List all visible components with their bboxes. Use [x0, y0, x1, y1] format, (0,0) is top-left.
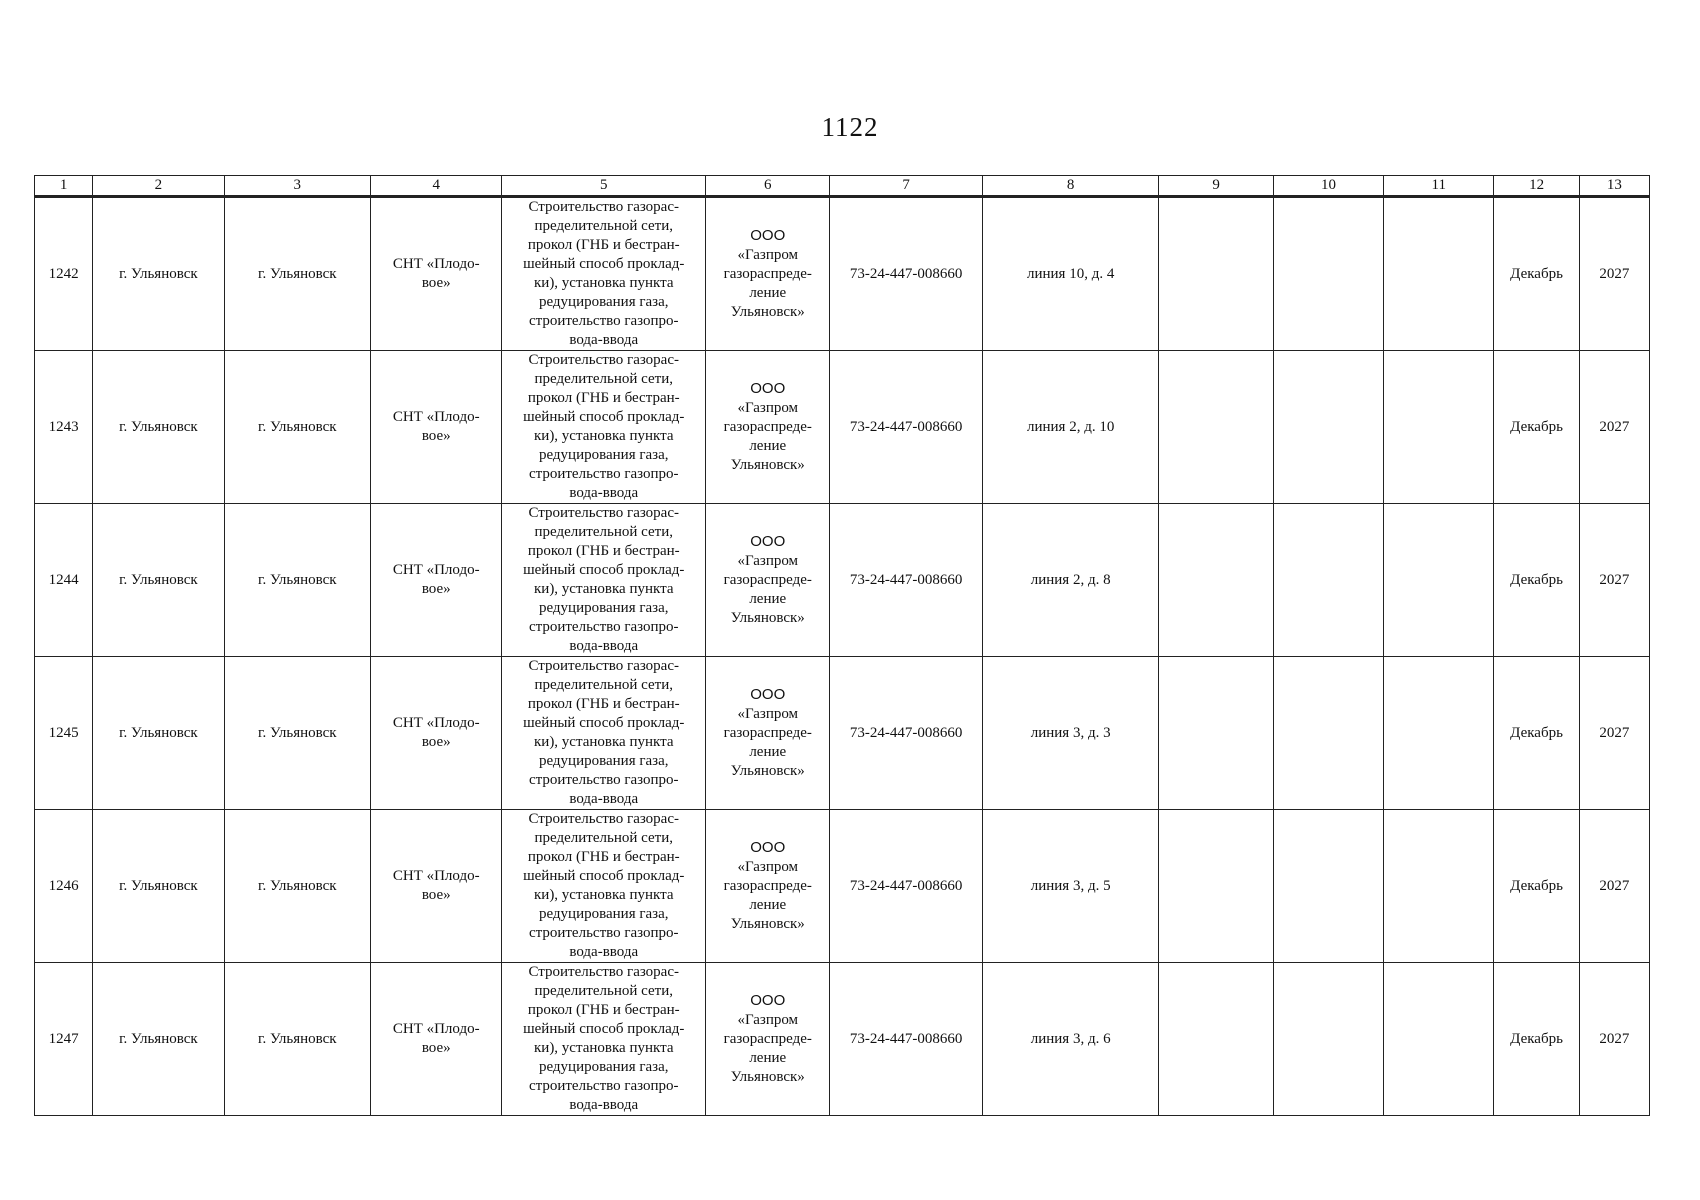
work-line: прокол (ГНБ и бестран-: [527, 696, 680, 712]
table-row: [35, 810, 1650, 963]
org-line: ление: [749, 438, 787, 454]
district-cell: г. Ульяновск: [93, 504, 224, 657]
month-cell: Декабрь: [1494, 504, 1579, 657]
work-line: Строительство газорас-: [528, 505, 679, 521]
district-cell: г. Ульяновск: [93, 963, 224, 1116]
year-cell: 2027: [1579, 963, 1649, 1116]
row-number: 1245: [35, 657, 93, 810]
work-line: строительство газопро-: [528, 925, 679, 941]
work-line: Строительство газорас-: [528, 352, 679, 368]
locality-cell: г. Ульяновск: [224, 504, 370, 657]
work-line: редуцирования газа,: [538, 447, 669, 463]
column-number: 7: [830, 176, 982, 197]
snt-line: вое»: [421, 887, 451, 903]
district-cell: г. Ульяновск: [93, 197, 224, 351]
column-number: 6: [706, 176, 830, 197]
work-line: шейный способ проклад-: [523, 562, 685, 578]
column-number-row: [35, 176, 1650, 197]
column-number: 4: [371, 176, 502, 197]
column-10-cell: [1273, 810, 1383, 963]
cadastral-code-cell: 73-24-447-008660: [830, 657, 982, 810]
address-cell: линия 3, д. 6: [982, 963, 1159, 1116]
work-description-cell: [502, 504, 706, 657]
column-number: 13: [1579, 176, 1649, 197]
column-number: 3: [224, 176, 370, 197]
snt-cell: [371, 351, 502, 504]
column-11-cell: [1384, 351, 1494, 504]
organization-cell: [706, 351, 830, 504]
work-line: прокол (ГНБ и бестран-: [527, 1002, 680, 1018]
snt-cell: [371, 504, 502, 657]
cadastral-code-cell: 73-24-447-008660: [830, 810, 982, 963]
column-10-cell: [1273, 963, 1383, 1116]
address-cell: линия 10, д. 4: [982, 197, 1159, 351]
month-cell: Декабрь: [1494, 963, 1579, 1116]
column-11-cell: [1384, 197, 1494, 351]
work-line: строительство газопро-: [528, 619, 679, 635]
org-line: ООО: [750, 839, 786, 856]
org-line: газораспреде-: [723, 1031, 812, 1047]
column-number: 9: [1159, 176, 1273, 197]
cadastral-code-cell: 73-24-447-008660: [830, 504, 982, 657]
district-cell: г. Ульяновск: [93, 657, 224, 810]
work-line: строительство газопро-: [528, 1078, 679, 1094]
snt-line: СНТ «Плодо-: [392, 256, 480, 272]
month-cell: Декабрь: [1494, 351, 1579, 504]
work-line: Строительство газорас-: [528, 199, 679, 215]
org-line: «Газпром: [737, 553, 799, 569]
column-number: 10: [1273, 176, 1383, 197]
org-line: ление: [749, 285, 787, 301]
snt-line: СНТ «Плодо-: [392, 868, 480, 884]
column-number: 1: [35, 176, 93, 197]
gasification-register-table: [34, 175, 1650, 1116]
table-row: [35, 657, 1650, 810]
organization-cell: [706, 810, 830, 963]
org-line: ООО: [750, 686, 786, 703]
snt-line: вое»: [421, 1040, 451, 1056]
work-line: пределительной сети,: [534, 677, 673, 693]
work-line: вода-ввода: [569, 1097, 639, 1113]
org-line: Ульяновск»: [730, 763, 805, 779]
snt-line: вое»: [421, 275, 451, 291]
work-line: ки), установка пункта: [534, 1040, 674, 1056]
district-cell: г. Ульяновск: [93, 810, 224, 963]
work-line: Строительство газорас-: [528, 811, 679, 827]
snt-line: СНТ «Плодо-: [392, 562, 480, 578]
organization-cell: [706, 963, 830, 1116]
locality-cell: г. Ульяновск: [224, 197, 370, 351]
row-number: 1247: [35, 963, 93, 1116]
work-line: прокол (ГНБ и бестран-: [527, 849, 680, 865]
snt-line: СНТ «Плодо-: [392, 409, 480, 425]
snt-line: СНТ «Плодо-: [392, 1021, 480, 1037]
work-description-cell: [502, 657, 706, 810]
table-row: [35, 197, 1650, 351]
work-line: ки), установка пункта: [534, 887, 674, 903]
org-line: «Газпром: [737, 247, 799, 263]
work-line: редуцирования газа,: [538, 294, 669, 310]
locality-cell: г. Ульяновск: [224, 963, 370, 1116]
work-line: шейный способ проклад-: [523, 256, 685, 272]
work-description-cell: [502, 197, 706, 351]
work-line: шейный способ проклад-: [523, 715, 685, 731]
work-line: пределительной сети,: [534, 830, 673, 846]
cadastral-code-cell: 73-24-447-008660: [830, 963, 982, 1116]
work-line: редуцирования газа,: [538, 906, 669, 922]
work-line: вода-ввода: [569, 791, 639, 807]
table-row: [35, 351, 1650, 504]
org-line: газораспреде-: [723, 419, 812, 435]
org-line: Ульяновск»: [730, 610, 805, 626]
org-line: «Газпром: [737, 1012, 799, 1028]
work-line: вода-ввода: [569, 332, 639, 348]
org-line: ООО: [750, 227, 786, 244]
org-line: Ульяновск»: [730, 304, 805, 320]
work-line: шейный способ проклад-: [523, 409, 685, 425]
column-number: 2: [93, 176, 224, 197]
column-number: 11: [1384, 176, 1494, 197]
organization-cell: [706, 197, 830, 351]
org-line: «Газпром: [737, 400, 799, 416]
org-line: ление: [749, 744, 787, 760]
work-description-cell: [502, 810, 706, 963]
cadastral-code-cell: 73-24-447-008660: [830, 351, 982, 504]
column-10-cell: [1273, 504, 1383, 657]
org-line: Ульяновск»: [730, 1069, 805, 1085]
address-cell: линия 3, д. 3: [982, 657, 1159, 810]
column-9-cell: [1159, 504, 1273, 657]
column-9-cell: [1159, 810, 1273, 963]
month-cell: Декабрь: [1494, 810, 1579, 963]
column-number: 8: [982, 176, 1159, 197]
org-line: Ульяновск»: [730, 916, 805, 932]
work-line: Строительство газорас-: [528, 658, 679, 674]
district-cell: г. Ульяновск: [93, 351, 224, 504]
work-line: редуцирования газа,: [538, 600, 669, 616]
work-line: прокол (ГНБ и бестран-: [527, 390, 680, 406]
table-row: [35, 963, 1650, 1116]
work-description-cell: [502, 351, 706, 504]
work-line: строительство газопро-: [528, 466, 679, 482]
row-number: 1246: [35, 810, 93, 963]
work-line: строительство газопро-: [528, 772, 679, 788]
org-line: ООО: [750, 533, 786, 550]
year-cell: 2027: [1579, 504, 1649, 657]
snt-line: вое»: [421, 734, 451, 750]
address-cell: линия 2, д. 10: [982, 351, 1159, 504]
org-line: Ульяновск»: [730, 457, 805, 473]
work-line: пределительной сети,: [534, 371, 673, 387]
org-line: ООО: [750, 992, 786, 1009]
snt-line: СНТ «Плодо-: [392, 715, 480, 731]
snt-cell: [371, 810, 502, 963]
org-line: ление: [749, 897, 787, 913]
work-description-cell: [502, 963, 706, 1116]
column-11-cell: [1384, 963, 1494, 1116]
locality-cell: г. Ульяновск: [224, 810, 370, 963]
column-11-cell: [1384, 504, 1494, 657]
column-number: 5: [502, 176, 706, 197]
row-number: 1244: [35, 504, 93, 657]
column-11-cell: [1384, 810, 1494, 963]
org-line: ление: [749, 1050, 787, 1066]
address-cell: линия 2, д. 8: [982, 504, 1159, 657]
locality-cell: г. Ульяновск: [224, 351, 370, 504]
column-9-cell: [1159, 963, 1273, 1116]
column-10-cell: [1273, 657, 1383, 810]
row-number: 1243: [35, 351, 93, 504]
org-line: ление: [749, 591, 787, 607]
work-line: строительство газопро-: [528, 313, 679, 329]
work-line: Строительство газорас-: [528, 964, 679, 980]
month-cell: Декабрь: [1494, 657, 1579, 810]
table-row: [35, 504, 1650, 657]
work-line: вода-ввода: [569, 485, 639, 501]
column-number: 12: [1494, 176, 1579, 197]
column-10-cell: [1273, 351, 1383, 504]
row-number: 1242: [35, 197, 93, 351]
org-line: газораспреде-: [723, 266, 812, 282]
column-11-cell: [1384, 657, 1494, 810]
month-cell: Декабрь: [1494, 197, 1579, 351]
year-cell: 2027: [1579, 657, 1649, 810]
snt-line: вое»: [421, 581, 451, 597]
work-line: пределительной сети,: [534, 983, 673, 999]
work-line: прокол (ГНБ и бестран-: [527, 237, 680, 253]
column-9-cell: [1159, 197, 1273, 351]
work-line: ки), установка пункта: [534, 428, 674, 444]
organization-cell: [706, 504, 830, 657]
org-line: газораспреде-: [723, 725, 812, 741]
column-9-cell: [1159, 657, 1273, 810]
address-cell: линия 3, д. 5: [982, 810, 1159, 963]
page-number: 1122: [821, 112, 879, 142]
org-line: газораспреде-: [723, 878, 812, 894]
org-line: «Газпром: [737, 706, 799, 722]
org-line: «Газпром: [737, 859, 799, 875]
work-line: редуцирования газа,: [538, 753, 669, 769]
work-line: ки), установка пункта: [534, 581, 674, 597]
work-line: вода-ввода: [569, 944, 639, 960]
org-line: газораспреде-: [723, 572, 812, 588]
work-line: ки), установка пункта: [534, 734, 674, 750]
work-line: ки), установка пункта: [534, 275, 674, 291]
work-line: вода-ввода: [569, 638, 639, 654]
column-9-cell: [1159, 351, 1273, 504]
year-cell: 2027: [1579, 810, 1649, 963]
year-cell: 2027: [1579, 351, 1649, 504]
work-line: редуцирования газа,: [538, 1059, 669, 1075]
work-line: шейный способ проклад-: [523, 1021, 685, 1037]
work-line: шейный способ проклад-: [523, 868, 685, 884]
snt-cell: [371, 197, 502, 351]
work-line: пределительной сети,: [534, 218, 673, 234]
org-line: ООО: [750, 380, 786, 397]
work-line: прокол (ГНБ и бестран-: [527, 543, 680, 559]
snt-cell: [371, 657, 502, 810]
snt-cell: [371, 963, 502, 1116]
work-line: пределительной сети,: [534, 524, 673, 540]
organization-cell: [706, 657, 830, 810]
snt-line: вое»: [421, 428, 451, 444]
year-cell: 2027: [1579, 197, 1649, 351]
cadastral-code-cell: 73-24-447-008660: [830, 197, 982, 351]
locality-cell: г. Ульяновск: [224, 657, 370, 810]
column-10-cell: [1273, 197, 1383, 351]
